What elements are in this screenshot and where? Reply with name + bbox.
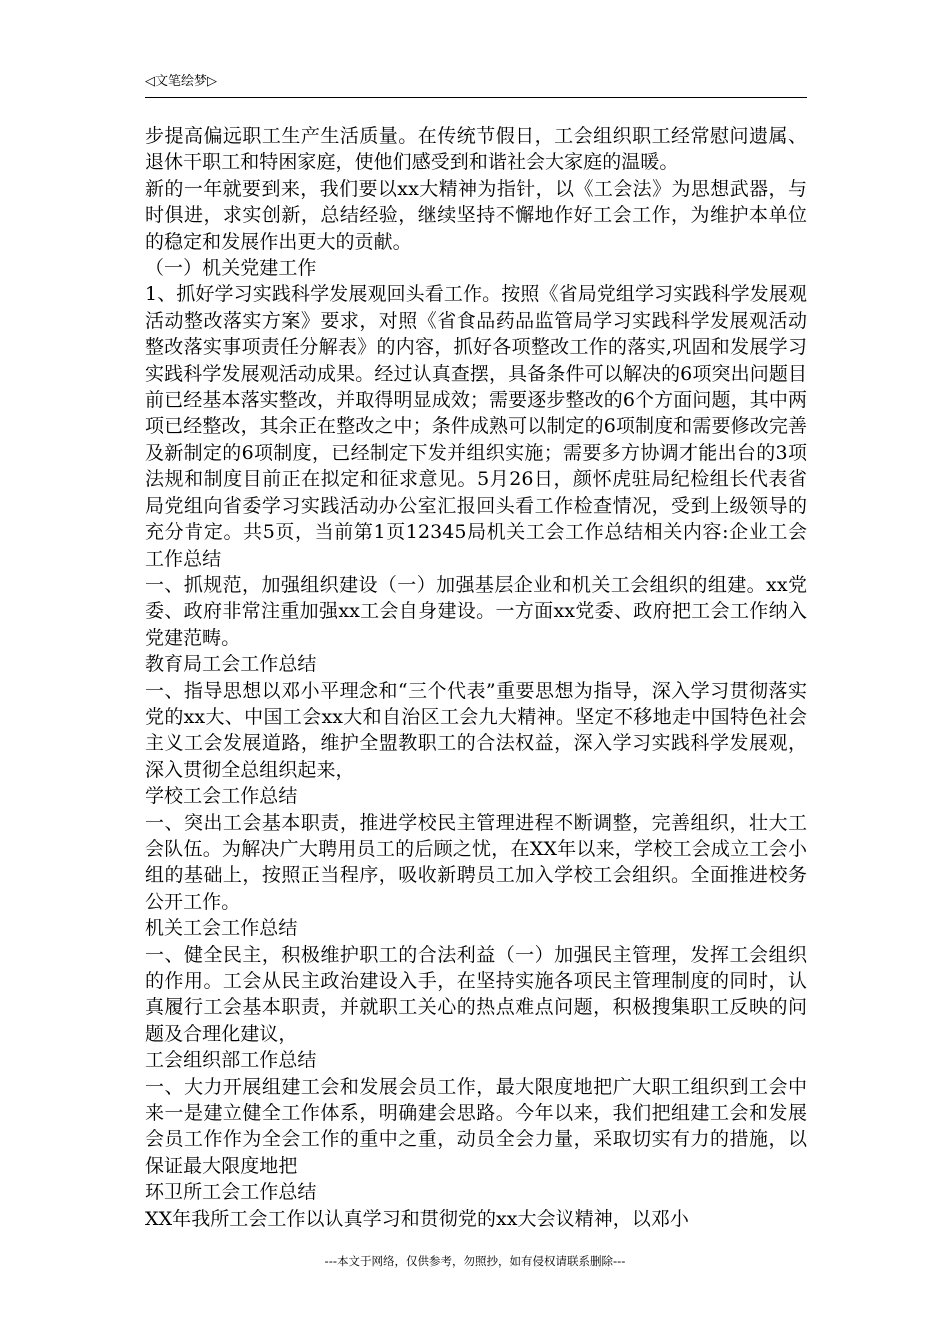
paragraph: 一、健全民主，积极维护职工的合法利益（一）加强民主管理，发挥工会组织的作用。工会从民主政治建设入手，在坚持实施各项民主管理制度的同时，认真履行工会基本职责，并就职工关心的热点难点问题，积极搜集职工反映的问题及合理化建议， xyxy=(145,943,807,1045)
page-header xyxy=(145,72,807,98)
section-heading: 教育局工会工作总结 xyxy=(145,653,317,676)
page-footer-notice: ---本文于网络，仅供参考，勿照抄，如有侵权请联系删除--- xyxy=(324,1254,626,1268)
paragraph: 一、大力开展组建工会和发展会员工作，最大限度地把广大职工组织到工会中来一是建立健全工作体系，明确建会思路。今年以来，我们把组建工会和发展会员工作作为全会工作的重中之重，动员全会力量，采取切实有力的措施，以保证最大限度地把 xyxy=(145,1075,807,1177)
paragraph: 1、抓好学习实践科学发展观回头看工作。按照《省局党组学习实践科学发展观活动整改落实方案》要求，对照《省食品药品监管局学习实践科学发展观活动整改落实事项责任分解表》的内容，抓好各项整改工作的落实,巩固和发展学习实践科学发展观活动成果。经过认真查摆，具备条件可以解决的6项突出问题目前已经基本落实整改，并取得明显成效；需要逐步整改的6个方面问题，其中两项已经整改，其余正在整改之中；条件成熟可以制定的6项制度和需要修改完善及新制定的6项制度，已经制定下发并组织实施；需要多方协调才能出台的3项法规和制度目前正在拟定和征求意见。5月26日，颜怀虎驻局纪检组长代表省局党组向省委学习实践活动办公室汇报回头看工作检查情况，受到上级领导的充分肯定。共5页，当前第1页12345局机关工会工作总结相关内容:企业工会工作总结 xyxy=(145,283,807,570)
paragraph: 一、指导思想以邓小平理念和“三个代表”重要思想为指导，深入学习贯彻落实党的xx大、中国工会xx大和自治区工会九大精神。坚定不移地走中国特色社会主义工会发展道路，维护全盟教职工的合法权益，深入学习实践科学发展观，深入贯彻全总组织起来， xyxy=(145,679,807,781)
section-heading: （一）机关党建工作 xyxy=(145,257,317,280)
header-brand: ◁文笔绘梦▷ xyxy=(145,74,217,89)
paragraph: 新的一年就要到来，我们要以xx大精神为指针，以《工会法》为思想武器，与时俱进，求实创新，总结经验，继续坚持不懈地作好工会工作，为维护本单位的稳定和发展作出更大的贡献。 xyxy=(145,177,807,253)
section-heading: 工会组织部工作总结 xyxy=(145,1049,317,1072)
section-heading: 机关工会工作总结 xyxy=(145,917,298,940)
paragraph: 一、突出工会基本职责，推进学校民主管理进程不断调整，完善组织，壮大工会队伍。为解决广大聘用员工的后顾之忧，在XX年以来，学校工会成立工会小组的基础上，按照正当程序，吸收新聘员工加入学校工会组织。全面推进校务公开工作。 xyxy=(145,811,807,913)
paragraph: 步提高偏远职工生产生活质量。在传统节假日，工会组织职工经常慰问遗属、退休干职工和特困家庭，使他们感受到和谐社会大家庭的温暖。 xyxy=(145,125,807,174)
document-body xyxy=(145,123,807,1232)
paragraph: XX年我所工会工作以认真学习和贯彻党的xx大会议精神，以邓小 xyxy=(145,1207,689,1230)
paragraph: 一、抓规范，加强组织建设（一）加强基层企业和机关工会组织的组建。xx党委、政府非常注重加强xx工会自身建设。一方面xx党委、政府把工会工作纳入党建范畴。 xyxy=(145,573,807,649)
section-heading: 环卫所工会工作总结 xyxy=(145,1181,317,1204)
section-heading: 学校工会工作总结 xyxy=(145,785,298,808)
